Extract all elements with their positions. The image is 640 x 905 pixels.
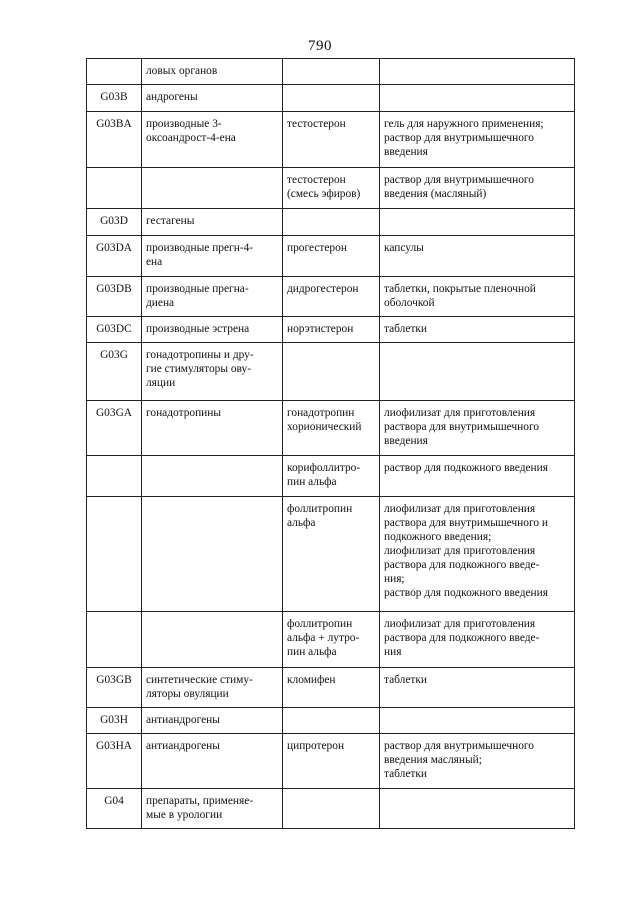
group-name-cell: гонадотропины (142, 401, 283, 456)
table-row (87, 277, 575, 317)
dosage-form-cell: таблетки (380, 668, 575, 708)
table-row (87, 789, 575, 829)
table-row (87, 612, 575, 668)
group-name-cell: антиандрогены (142, 734, 283, 789)
atc-code-cell: G03BA (87, 112, 142, 168)
table-row (87, 668, 575, 708)
table-row (87, 708, 575, 734)
table-row (87, 209, 575, 236)
atc-code-cell: G03D (87, 209, 142, 236)
atc-code-cell: G04 (87, 789, 142, 829)
group-name-cell (142, 168, 283, 209)
drug-name-cell: фоллитропин альфа + лутро- пин альфа (283, 612, 380, 668)
dosage-form-cell: гель для наружного применения; раствор для внутримышечного введения (380, 112, 575, 168)
group-name-cell: синтетические стиму- ляторы овуляции (142, 668, 283, 708)
table-row (87, 401, 575, 456)
group-name-cell (142, 456, 283, 497)
drug-name-cell (283, 708, 380, 734)
atc-code-cell (87, 59, 142, 85)
drug-name-cell (283, 85, 380, 112)
drug-name-cell (283, 343, 380, 401)
atc-code-cell (87, 612, 142, 668)
group-name-cell: антиандрогены (142, 708, 283, 734)
drug-name-cell (283, 789, 380, 829)
table-row (87, 112, 575, 168)
group-name-cell: препараты, применяе- мые в урологии (142, 789, 283, 829)
group-name-cell: производные прегн-4- ена (142, 236, 283, 277)
page-number: 790 (308, 38, 332, 54)
drug-name-cell: тестостерон (283, 112, 380, 168)
drug-name-cell: кломифен (283, 668, 380, 708)
atc-code-cell: G03G (87, 343, 142, 401)
atc-code-cell: G03DC (87, 317, 142, 343)
drug-name-cell: тестостерон (смесь эфиров) (283, 168, 380, 209)
atc-code-cell: G03HA (87, 734, 142, 789)
dosage-form-cell: раствор для внутримышечного введения (масляный) (380, 168, 575, 209)
dosage-form-cell: раствор для внутримышечного введения масляный; таблетки (380, 734, 575, 789)
atc-code-cell (87, 168, 142, 209)
drug-name-cell: ципротерон (283, 734, 380, 789)
dosage-form-cell (380, 209, 575, 236)
dosage-form-cell (380, 343, 575, 401)
group-name-cell: производные эстрена (142, 317, 283, 343)
group-name-cell: гестагены (142, 209, 283, 236)
group-name-cell: производные прегна- диена (142, 277, 283, 317)
drug-name-cell (283, 59, 380, 85)
table-row (87, 317, 575, 343)
drug-name-cell (283, 209, 380, 236)
drug-name-cell: гонадотропин хорионический (283, 401, 380, 456)
atc-code-cell: G03DB (87, 277, 142, 317)
table-row (87, 236, 575, 277)
group-name-cell: андрогены (142, 85, 283, 112)
atc-code-cell: G03B (87, 85, 142, 112)
dosage-form-cell (380, 789, 575, 829)
drug-name-cell: прогестерон (283, 236, 380, 277)
group-name-cell (142, 612, 283, 668)
dosage-form-cell: лиофилизат для приготовления раствора для внутримышечного и подкожного введения; лиофилизат для приготовления раствора для подкожного введе- ния; раствор для подкожного введения (380, 497, 575, 612)
dosage-form-cell: таблетки (380, 317, 575, 343)
atc-code-cell: G03GA (87, 401, 142, 456)
group-name-cell: ловых органов (142, 59, 283, 85)
atc-code-cell: G03H (87, 708, 142, 734)
table-body (87, 59, 575, 829)
table-row (87, 343, 575, 401)
drug-name-cell: норэтистерон (283, 317, 380, 343)
table-row (87, 59, 575, 85)
dosage-form-cell: лиофилизат для приготовления раствора для подкожного введе- ния (380, 612, 575, 668)
drug-name-cell: корифоллитро- пин альфа (283, 456, 380, 497)
dosage-form-cell (380, 85, 575, 112)
atc-code-cell: G03DA (87, 236, 142, 277)
drug-table (86, 58, 575, 829)
table-row (87, 497, 575, 612)
table-row (87, 734, 575, 789)
dosage-form-cell: таблетки, покрытые пленочной оболочкой (380, 277, 575, 317)
atc-code-cell (87, 497, 142, 612)
atc-code-cell: G03GB (87, 668, 142, 708)
dosage-form-cell (380, 708, 575, 734)
dosage-form-cell: лиофилизат для приготовления раствора для внутримышечного введения (380, 401, 575, 456)
drug-name-cell: дидрогестерон (283, 277, 380, 317)
group-name-cell: производные 3- оксоандрост-4-ена (142, 112, 283, 168)
dosage-form-cell (380, 59, 575, 85)
table-row (87, 85, 575, 112)
table-row (87, 456, 575, 497)
table-row (87, 168, 575, 209)
drug-name-cell: фоллитропин альфа (283, 497, 380, 612)
dosage-form-cell: капсулы (380, 236, 575, 277)
dosage-form-cell: раствор для подкожного введения (380, 456, 575, 497)
atc-code-cell (87, 456, 142, 497)
group-name-cell: гонадотропины и дру- гие стимуляторы ову- ляции (142, 343, 283, 401)
group-name-cell (142, 497, 283, 612)
